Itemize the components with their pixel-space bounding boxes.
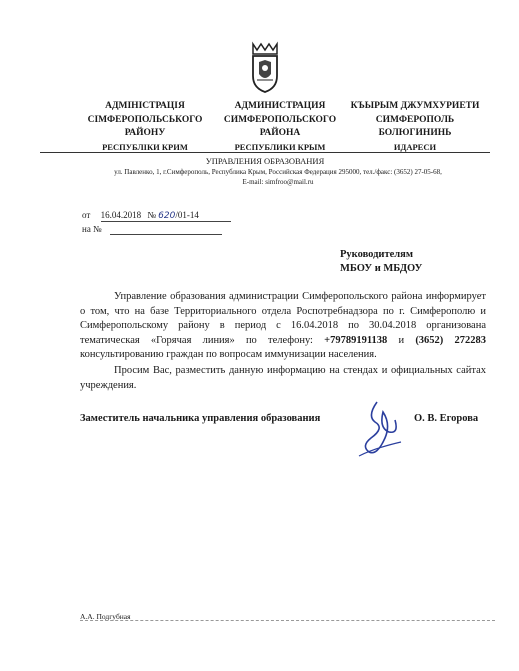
to-label: на № bbox=[82, 224, 102, 234]
address-block bbox=[88, 167, 468, 187]
header-line: РАЙОНУ bbox=[124, 128, 166, 138]
number: 01-14 bbox=[177, 210, 199, 220]
header-ukrainian bbox=[75, 100, 215, 154]
recipient-line: МБОУ и МБДОУ bbox=[340, 263, 423, 274]
header-crimean-tatar bbox=[345, 100, 485, 154]
body-text: консультированию граждан по вопросам иммунизации населения. bbox=[80, 349, 377, 360]
address: ул. Павленко, 1, г.Симферополь, Республика Крым, Российская Федерация 295000, тел./факс: (3652) 27-05-68, bbox=[114, 168, 442, 176]
department-name: УПРАВЛЕНИЯ ОБРАЗОВАНИЯ bbox=[205, 156, 325, 166]
body-text: Управление образования администрации Симферопольского района информирует о том, что на базе Территориального отдела Роспотребнадзора по г. Симферополю и Симферопольскому району в период с 16.04.2018 по 30.04.2018 организована тематическая «Горячая линия» по телефону: bbox=[80, 291, 486, 346]
header-line: РЕСПУБЛІКИ КРИМ bbox=[102, 141, 188, 152]
phone-1: +79789191138 bbox=[324, 334, 388, 346]
recipient-block bbox=[340, 248, 422, 276]
reference-line bbox=[82, 210, 231, 222]
date: 16.04.2018 bbox=[100, 210, 142, 220]
header-line: БОЛЮГИНИНЬ bbox=[378, 128, 452, 138]
signatory-name: О. В. Егорова bbox=[414, 413, 479, 424]
coat-of-arms-icon bbox=[247, 40, 283, 94]
signatory-title: Заместитель начальника управления образования bbox=[80, 413, 321, 424]
header-divider bbox=[40, 152, 490, 153]
reference-reply-line bbox=[82, 224, 222, 235]
reply-number-field bbox=[110, 224, 222, 235]
body-paragraph-2: Просим Вас, разместить данную информацию на стендах и официальных сайтах учреждения. bbox=[80, 365, 486, 391]
number-label: № bbox=[147, 210, 156, 220]
from-label: от bbox=[82, 210, 91, 220]
header-line: КЪЫРЫМ ДЖУМХУРИЕТИ bbox=[350, 101, 480, 111]
header-line: СИМФЕРОПОЛЬ bbox=[375, 114, 455, 125]
email: E-mail: simfroo@mail.ru bbox=[242, 178, 314, 186]
footer-divider bbox=[80, 620, 495, 621]
header-line: АДМИНИСТРАЦИЯ bbox=[234, 101, 326, 111]
date-field: 16.04.2018 № 620/01-14 bbox=[101, 210, 231, 222]
handwritten-signature-icon bbox=[355, 398, 405, 460]
header-line: СИМФЕРОПОЛЬСКОГО bbox=[223, 114, 337, 125]
body-paragraph-1 bbox=[80, 290, 486, 363]
recipient-line: Руководителям bbox=[340, 249, 414, 260]
body-text: и bbox=[387, 334, 416, 346]
header-line: СІМФЕРОПОЛЬСЬКОГО bbox=[87, 114, 203, 125]
handwritten-number: 620 bbox=[158, 211, 176, 221]
header-line: ИДАРЕСИ bbox=[393, 141, 437, 152]
header-line: АДМІНІСТРАЦІЯ bbox=[105, 101, 185, 111]
header-russian bbox=[210, 100, 350, 154]
executor-name: А.А. Подгубная bbox=[80, 612, 131, 621]
phone-2: (3652) 272283 bbox=[415, 334, 486, 346]
header-line: РАЙОНА bbox=[259, 128, 301, 138]
header-line: РЕСПУБЛИКИ КРЫМ bbox=[234, 141, 326, 152]
